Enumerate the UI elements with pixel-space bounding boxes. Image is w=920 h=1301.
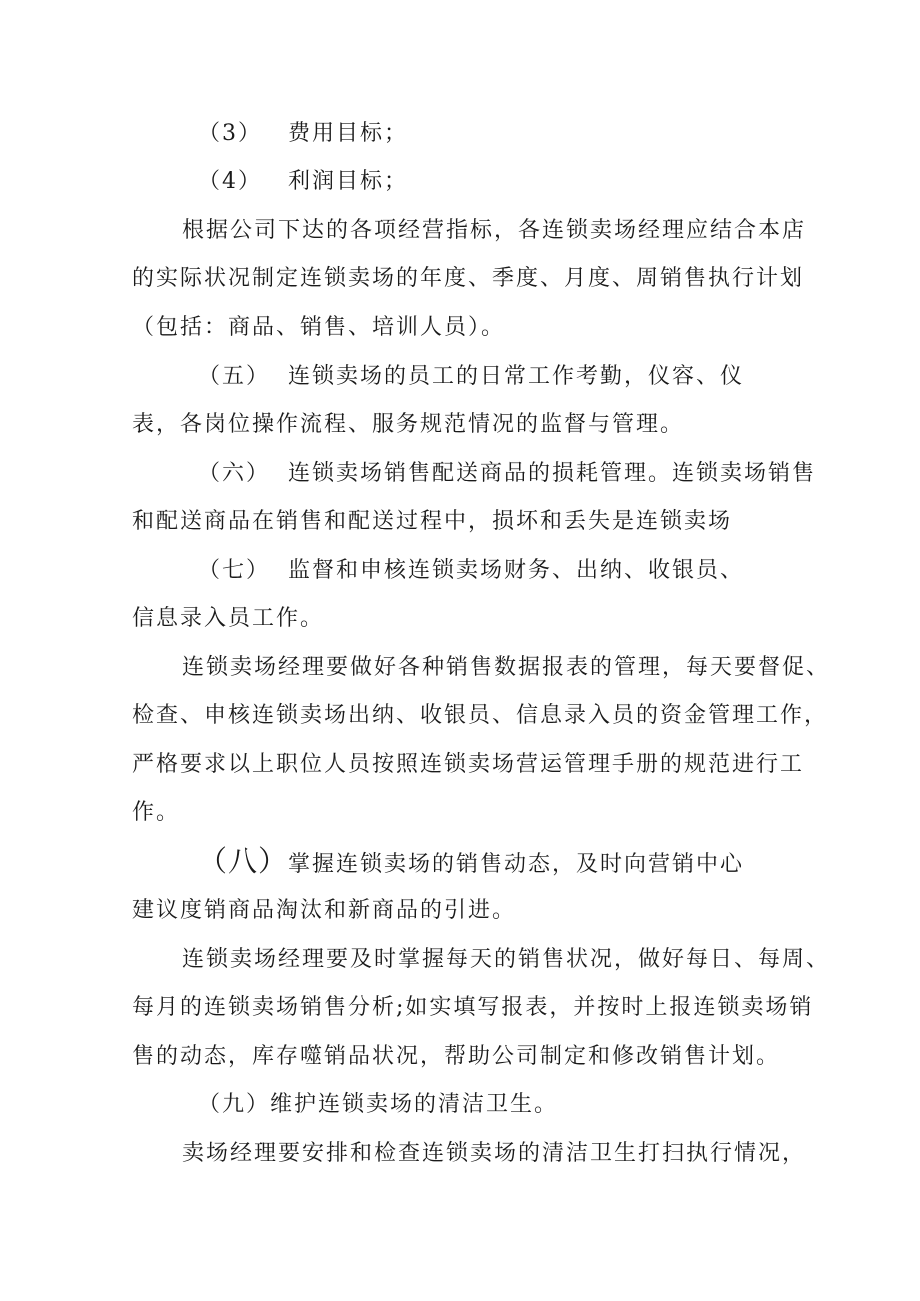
item-label: （六）: [198, 461, 271, 486]
item-text: 连锁卖场的员工的日常工作考勤，仪容、仪: [288, 364, 745, 389]
item-label: （3）: [198, 121, 262, 146]
paragraph-line: 表，各岗位操作流程、服务规范情况的监督与管理。: [132, 412, 685, 437]
paragraph-line: 检查、申核连锁卖场出纳、收银员、信息录入员的资金管理工作，: [132, 703, 829, 728]
paragraph-line: 每月的连锁卖场销售分析;如实填写报表，并按时上报连锁卖场销: [132, 995, 814, 1020]
item-label: （七）: [198, 558, 271, 583]
paragraph-line: 根据公司下达的各项经营指标，各连锁卖场经理应结合本店: [182, 218, 807, 243]
paragraph-line: 建议度销商品淘汰和新商品的引进。: [132, 898, 517, 923]
item-text: 费用目标；: [288, 121, 409, 146]
item-text: 监督和申核连锁卖场财务、出纳、收银员、: [288, 558, 745, 583]
paragraph-line: 的实际状况制定连锁卖场的年度、季度、月度、周销售执行计划: [132, 266, 805, 291]
paragraph-line: 作。: [132, 800, 181, 825]
paragraph-line: 信息录入员工作。: [132, 606, 325, 631]
paragraph-line: 卖场经理要安排和检查连锁卖场的清洁卫生打扫执行情况，: [182, 1141, 807, 1166]
paragraph-line: 连锁卖场经理要及时掌握每天的销售状况，做好每日、每周、: [182, 947, 831, 972]
paragraph-line: 售的动态，库存噬销品状况，帮助公司制定和修改销售计划。: [132, 1044, 781, 1069]
item-5: [198, 362, 744, 392]
item-text: 掌握连锁卖场的销售动态，及时向营销中心: [288, 852, 745, 877]
item-3: [198, 119, 408, 149]
item-6: [198, 459, 816, 489]
item-4: [198, 167, 408, 197]
item-8: [198, 846, 744, 880]
item-label: （4）: [198, 169, 262, 194]
item-text: 利润目标；: [288, 169, 409, 194]
paragraph-line: （包括：商品、销售、培训人员）。: [132, 315, 506, 340]
item-label: （五）: [198, 364, 271, 389]
paragraph-line: 和配送商品在销售和配送过程中，损坏和丢失是连锁卖场: [132, 509, 733, 534]
paragraph-line: 严格要求以上职位人员按照连锁卖场营运管理手册的规范进行工: [132, 752, 805, 777]
item-9: （九）维护连锁卖场的清洁卫生。: [198, 1092, 559, 1117]
item-text: 连锁卖场销售配送商品的损耗管理。连锁卖场销售: [288, 461, 817, 486]
paragraph-line: 连锁卖场经理要做好各种销售数据报表的管理，每天要督促、: [182, 655, 831, 680]
item-label: （八）: [198, 844, 289, 878]
item-7: [198, 556, 744, 586]
